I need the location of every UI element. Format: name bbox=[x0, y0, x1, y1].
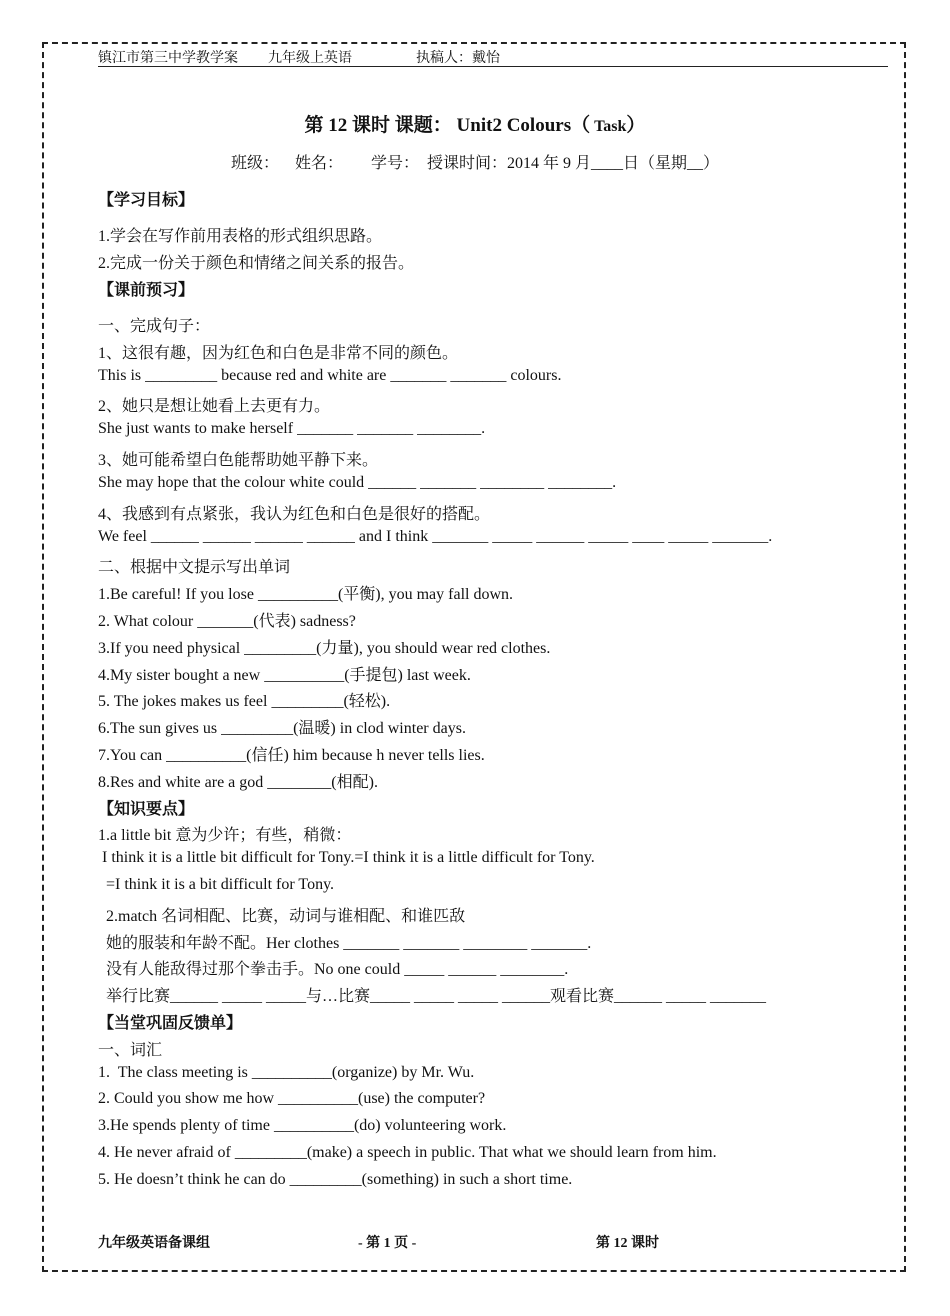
knowledge-line: 她的服装和年龄不配。Her clothes _______ _______ ________ _______. bbox=[98, 935, 592, 952]
exercise-line: She just wants to make herself _______ _______ ________. bbox=[98, 420, 486, 437]
exercise-line: 4.My sister bought a new __________(手提包) last week. bbox=[98, 667, 471, 684]
header-author: 执稿人：戴怡 bbox=[416, 51, 500, 66]
exercise-line: She may hope that the colour white could ______ _______ ________ ________. bbox=[98, 474, 617, 491]
exercise-line: 1. The class meeting is __________(organize) by Mr. Wu. bbox=[98, 1064, 475, 1081]
title-main: 第 12 课时 课题： Unit2 Colours（ bbox=[304, 115, 591, 136]
exercise-line: 2. Could you show me how __________(use) the computer? bbox=[98, 1090, 486, 1107]
knowledge-line: 1.a little bit 意为少许；有些，稍微： bbox=[98, 827, 352, 844]
exercise-line: This is _________ because red and white are _______ _______ colours. bbox=[98, 367, 562, 384]
exercise-line: 3.He spends plenty of time __________(do) volunteering work. bbox=[98, 1117, 507, 1134]
exercise-line: 1.Be careful! If you lose __________(平衡), you may fall down. bbox=[98, 586, 514, 603]
section-heading-goals: 【学习目标】 bbox=[98, 192, 195, 209]
header-grade-subject: 九年级上英语 bbox=[268, 51, 352, 66]
title-close: ） bbox=[626, 115, 646, 136]
exercise-line: 4、我感到有点紧张，我认为红色和白色是很好的搭配。 bbox=[98, 506, 491, 523]
exercise-line: 5. The jokes makes us feel _________(轻松). bbox=[98, 693, 391, 710]
knowledge-line: 举行比赛______ _____ _____与…比赛_____ _____ _____ ______观看比赛______ _____ _______ bbox=[98, 988, 767, 1005]
page-header bbox=[98, 46, 888, 67]
exercise-line: 2. What colour _______(代表) sadness? bbox=[98, 613, 356, 630]
subsection-heading: 二、根据中文提示写出单词 bbox=[98, 559, 291, 576]
goal-line: 1.学会在写作前用表格的形式组织思路。 bbox=[98, 228, 383, 245]
exercise-line: 2、她只是想让她看上去更有力。 bbox=[98, 398, 331, 415]
class-info-line: 班级： 姓名： 学号： 授课时间：2014 年 9 月____日（星期__） bbox=[230, 155, 719, 172]
exercise-line: 8.Res and white are a god ________(相配). bbox=[98, 774, 378, 791]
footer-lesson: 第 12 课时 bbox=[596, 1236, 659, 1251]
goal-line: 2.完成一份关于颜色和情绪之间关系的报告。 bbox=[98, 255, 415, 272]
exercise-line: 1、这很有趣，因为红色和白色是非常不同的颜色。 bbox=[98, 345, 459, 362]
exercise-line: 7.You can __________(信任) him because h never tells lies. bbox=[98, 747, 485, 764]
footer-group: 九年级英语备课组 bbox=[98, 1236, 210, 1251]
page-title bbox=[0, 110, 950, 137]
exercise-line: 3.If you need physical _________(力量), you should wear red clothes. bbox=[98, 640, 551, 657]
footer-page-number: - 第 1 页 - bbox=[358, 1236, 417, 1251]
header-school: 镇江市第三中学教学案 bbox=[98, 51, 238, 66]
subsection-heading: 一、词汇 bbox=[98, 1042, 163, 1059]
exercise-line: 3、她可能希望白色能帮助她平静下来。 bbox=[98, 452, 379, 469]
title-task: Task bbox=[590, 118, 627, 135]
knowledge-line: 没有人能敌得过那个拳击手。No one could _____ ______ ________. bbox=[98, 961, 569, 978]
knowledge-line: I think it is a little bit difficult for Tony.=I think it is a little difficult for Tony. bbox=[98, 849, 595, 866]
section-heading-key-points: 【知识要点】 bbox=[98, 801, 195, 818]
exercise-line: We feel ______ ______ ______ ______ and I think _______ _____ ______ _____ ____ _____ _______. bbox=[98, 528, 773, 545]
section-heading-feedback: 【当堂巩固反馈单】 bbox=[98, 1015, 243, 1032]
exercise-line: 4. He never afraid of _________(make) a speech in public. That what we should learn from him. bbox=[98, 1144, 717, 1161]
exercise-line: 6.The sun gives us _________(温暖) in clod winter days. bbox=[98, 720, 466, 737]
knowledge-line: 2.match 名词相配、比赛，动词与谁相配、和谁匹敌 bbox=[98, 908, 466, 925]
knowledge-line: =I think it is a bit difficult for Tony. bbox=[98, 876, 335, 893]
section-heading-preview: 【课前预习】 bbox=[98, 282, 195, 299]
exercise-line: 5. He doesn’t think he can do _________(something) in such a short time. bbox=[98, 1171, 573, 1188]
subsection-heading: 一、完成句子： bbox=[98, 318, 211, 335]
